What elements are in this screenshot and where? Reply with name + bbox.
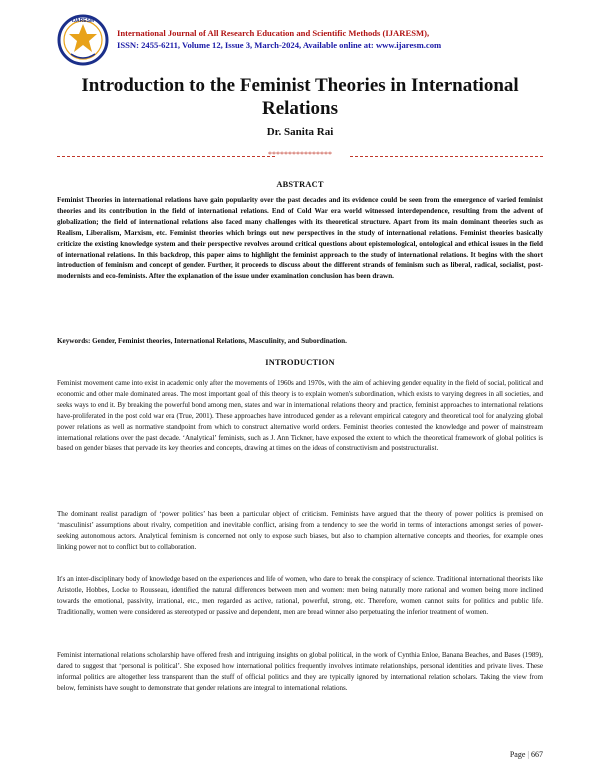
- page-number: 667: [531, 750, 543, 759]
- abstract-heading: ABSTRACT: [276, 180, 324, 189]
- page-label: Page: [509, 750, 526, 759]
- abstract-text: Feminist Theories in international relations have gain popularity over the past decades and its evidence could be seen from the emergence of varied feminist theories and its contribution in the field of international relations. End of Cold War era world witnessed interdependence, resulting from the advent of globalization; the field of international relations also faced many challenges with its theoretical structure. Apart from its main dominant theories such as Realism, Liberalism, Marxism, etc. Feminist theories which brings out new perspectives in the study of international relations. Feminist theories basically criticize the existing knowledge system and their perspective revolves around critical questions about epistemological, ontological and ethical issues in the field of international relations. In this backdrop, this paper aims to highlight the feminist approach to the study of international relations. It begins with the short introduction of feminism and concept of gender. Further, it proceeds to discuss about the different strands of feminism such as liberal, radical, socialist, post-modernists and eco-feminists. After the explanation of the issue under examination conclusion has been drawn.: [57, 196, 543, 281]
- title-divider: [57, 150, 543, 162]
- logo-lettering: IJARESM: [71, 18, 95, 24]
- journal-issn-volume: ISSN: 2455-6211, Volume 12, Issue 3, March-2024, Available online at: www.ijaresm.com: [117, 40, 442, 50]
- journal-name: International Journal of All Research Education and Scientific Methods (IJARESM),: [117, 28, 430, 38]
- paper-title: Introduction to the Feminist Theories in International Relations: [81, 75, 519, 119]
- page-separator: |: [527, 750, 529, 759]
- intro-paragraph-3: It's an inter-disciplinary body of knowledge based on the experiences and life of women, who dare to break the conspiracy of science. Traditional international theorists like Aristotle, Hobbes, Locke to Rousseau, identified the natural differences between men and women: men being naturally more rational and women being more inclined towards the emotional, passivity, irrational, etc., men regarded as active, rational, powerful, strong, etc. Therefore, women cannot suits for politics and public life. Traditionally, women were considered as stereotyped or passive and dependent, men are bread winner also perpetuating the inferior treatment of women.: [57, 575, 543, 616]
- journal-logo-icon: [57, 14, 109, 66]
- intro-paragraph-4: Feminist international relations scholarship have offered fresh and intriguing insights on global political, in the work of Cynthia Enloe, Banana Beaches, and Bases (1989), dared to suggest that ‘personal is political’. She exposed how international politics frequently involves intimate relationships, personal identities and private lives. These informal politics are altogether less transparent than the stuff of official politics and they are typically ignored by international relation scholars. Taking the view from below, feminists have sought to demonstrate that gender relations are integral to international relations.: [57, 651, 543, 692]
- keywords-line: Keywords: Gender, Feminist theories, International Relations, Masculinity, and Subordination.: [57, 337, 347, 345]
- intro-paragraph-2: The dominant realist paradigm of ‘power politics’ has been a particular object of criticism. Feminists have argued that the theory of power politics is premised on ‘masculinist’ assumptions about rivalry, competition and inevitable conflict, arising from a tendency to see the world in terms of interactions amongst series of power-seeking autonomous actors. Analytical feminism is concerned not only to expose such biases, but also to champion alternative concepts and theories, for example ones linking power not to conflict but to collaboration.: [57, 510, 543, 551]
- journal-header: [57, 14, 547, 64]
- page-footer: [510, 750, 543, 759]
- divider-stars: ****************: [268, 150, 332, 159]
- paper-author: Dr. Sanita Rai: [266, 126, 334, 138]
- intro-paragraph-1: Feminist movement came into exist in academic only after the movements of 1960s and 1970s, with the aim of achieving gender equality in the field of social, political and economic and other male dominated areas. The most important goal of this theory is to explain women's subordination, which exists to varying degrees in all societies, and seeks ways to end it. By breaking the powerful bond among men, states and war in international relations theory and practice, feminist approaches to international relations have-proliferated in the post cold war era (True, 2001). These approaches have introduced gender as a relevant empirical category and theoretical tool for analyzing global power relations as well as normative standpoint from which to construct alternative world orders. Feminist theories contested the knowledge and power of mainstream international relations over the past decade. ‘Analytical’ feminists, such as J. Ann Tickner, have exposed the extent to which the theoretical framework of global politics is based on gender biases that pervade its key theories and concepts, drawing at times on the ideas of constructivism and poststructuralist.: [57, 379, 543, 453]
- introduction-heading: INTRODUCTION: [265, 358, 335, 367]
